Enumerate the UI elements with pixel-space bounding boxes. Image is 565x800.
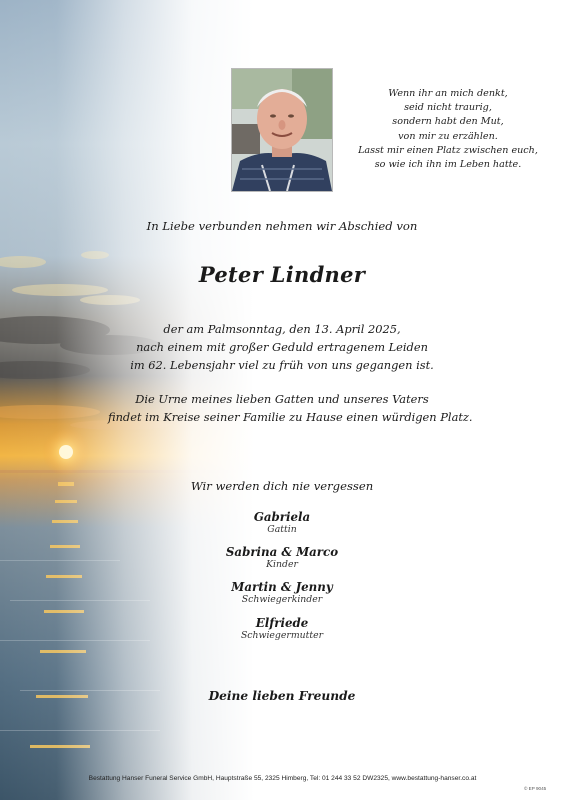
mourner-role: Schwiegermutter — [240, 630, 324, 641]
death-text-line: nach einem mit großer Geduld ertragenem Leiden — [136, 340, 428, 354]
death-notice-text — [108, 320, 456, 374]
poem-line: seid nicht traurig, — [404, 102, 492, 114]
document-code: © EP 9045 — [524, 786, 547, 791]
mourner-name: Gabriela — [253, 510, 311, 524]
poem-line: so wie ich ihn im Leben hatte. — [374, 159, 522, 171]
deceased-name: Peter Lindner — [198, 262, 366, 287]
friends-text: Deine lieben Freunde — [208, 689, 356, 703]
intro-text: In Liebe verbunden nehmen wir Abschied von — [146, 219, 418, 233]
mourner-name: Martin & Jenny — [231, 580, 333, 594]
urn-text — [108, 390, 473, 426]
footer-imprint: Bestattung Hanser Funeral Service GmbH, Hauptstraße 55, 2325 Himberg, Tel: 01 244 33 52 DW2325, www.bestattung-hanser.co.at — [88, 775, 477, 782]
portrait-image — [232, 69, 332, 191]
mourner-role: Gattin — [267, 524, 297, 535]
urn-text-line: findet im Kreise seiner Familie zu Hause einen würdigen Platz. — [108, 410, 473, 424]
mourner-entry — [108, 510, 456, 536]
poem-line: von mir zu erzählen. — [398, 130, 498, 142]
mourner-entry — [108, 616, 456, 642]
mourner-entry — [108, 545, 456, 571]
poem-line: Lasst mir einen Platz zwischen euch, — [358, 144, 538, 156]
death-text-line: im 62. Lebensjahr viel zu früh von uns gegangen ist. — [130, 358, 434, 372]
mourner-role: Kinder — [266, 559, 298, 570]
portrait-photo — [231, 68, 333, 192]
death-text-line: der am Palmsonntag, den 13. April 2025, — [163, 322, 401, 336]
mourner-name: Elfriede — [255, 616, 309, 630]
mourner-role: Schwiegerkinder — [241, 594, 323, 605]
poem — [340, 87, 556, 172]
poem-line: Wenn ihr an mich denkt, — [388, 88, 508, 99]
never-forget-text: Wir werden dich nie vergessen — [190, 479, 374, 493]
poem-line: sondern habt den Mut, — [392, 116, 504, 128]
mourner-name: Sabrina & Marco — [225, 545, 339, 559]
mourner-entry — [108, 580, 456, 606]
urn-text-line: Die Urne meines lieben Gatten und unseres Vaters — [135, 392, 429, 406]
